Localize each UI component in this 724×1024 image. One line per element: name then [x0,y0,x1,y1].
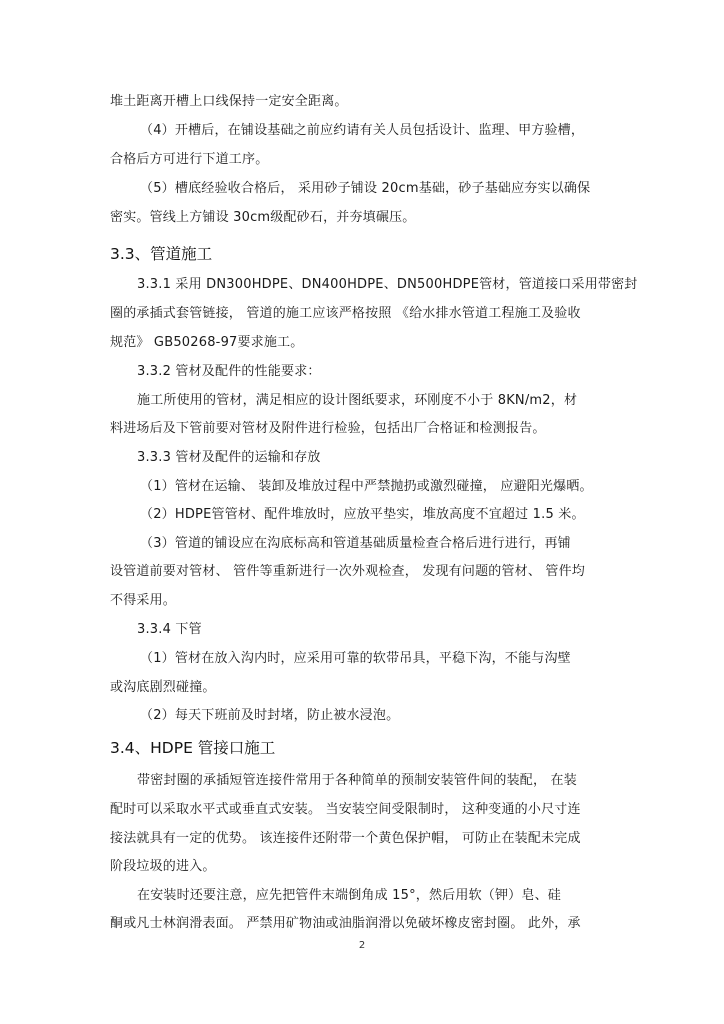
body-line: 接法就具有一定的优势。 该连接件还附带一个黄色保护帽， 可防止在装配未完成 [110,831,581,846]
body-line: （1）管材在放入沟内时，应采用可靠的软带吊具，平稳下沟，不能与沟壁 [140,651,571,666]
body-line: 带密封圈的承插短管连接件常用于各种简单的预制安装管件间的装配， 在装 [137,773,577,788]
body-line: （1）管材在运输、 装卸及堆放过程中严禁抛扔或激烈碰撞， 应避阳光爆晒。 [140,479,593,494]
subsection-heading: 3.3.2 管材及配件的性能要求： [137,364,321,379]
page-number: 2 [358,940,366,951]
body-line: 配时可以采取水平式或垂直式安装。 当安装空间受限制时， 这种变通的小尺寸连 [110,802,581,817]
body-line: 密实。管线上方铺设 30cm级配砂石，并夯填碾压。 [110,210,416,225]
body-line: （2）每天下班前及时封堵，防止被水浸泡。 [140,708,400,723]
body-line: 规范》 GB50268-97要求施工。 [110,335,304,350]
body-line: 阶段垃圾的进入。 [110,859,216,874]
body-line: （2）HDPE管管材、配件堆放时，应放平垫实，堆放高度不宜超过 1.5 米。 [140,507,585,522]
body-line: （4）开槽后，在铺设基础之前应约请有关人员包括设计、监理、甲方验槽， [140,123,585,138]
subsection-heading: 3.3.3 管材及配件的运输和存放 [137,450,321,465]
body-line: 施工所使用的管材，满足相应的设计图纸要求，环刚度不小于 8KN/m2，材 [137,393,578,408]
body-line: 圈的承插式套管链接， 管道的施工应该严格按照 《给水排水管道工程施工及验收 [110,306,581,321]
section-heading-3-3: 3.3、管道施工 [110,245,213,263]
body-line: 3.3.1 采用 DN300HDPE、DN400HDPE、DN500HDPE管材，管道接口采用带密封 [137,277,638,292]
subsection-heading: 3.3.4 下管 [137,622,202,637]
body-line: 合格后方可进行下道工序。 [110,152,269,167]
body-line: 酮或凡士林润滑表面。 严禁用矿物油或油脂润滑以免破坏橡皮密封圈。 此外，承 [110,916,581,931]
body-line: （5）槽底经验收合格后， 采用砂子铺设 20cm基础，砂子基础应夯实以确保 [140,181,591,196]
section-heading-3-4: 3.4、HDPE 管接口施工 [110,739,276,757]
body-line: 不得采用。 [110,593,177,608]
body-line: 在安装时还要注意，应先把管件末端倒角成 15°，然后用软（钾）皂、硅 [137,888,561,903]
body-line: 或沟底剧烈碰撞。 [110,680,216,695]
body-line: （3）管道的铺设应在沟底标高和管道基础质量检查合格后进行进行，再铺 [140,536,571,551]
body-line: 堆土距离开槽上口线保持一定安全距离。 [110,94,348,109]
body-line: 设管道前要对管材、 管件等重新进行一次外观检查， 发现有问题的管材、 管件均 [110,564,585,579]
body-line: 料进场后及下管前要对管材及附件进行检验，包括出厂合格证和检测报告。 [110,421,546,436]
